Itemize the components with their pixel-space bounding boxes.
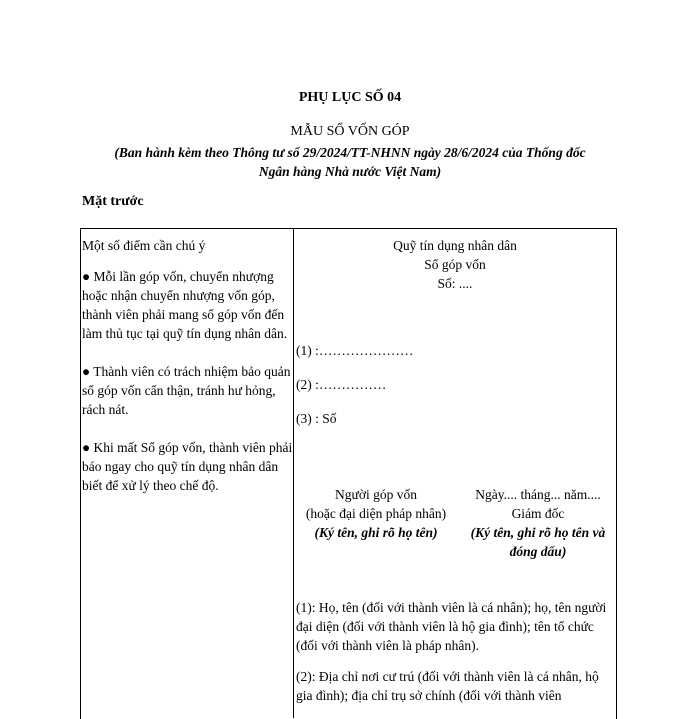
footnote-1: (1): Họ, tên (đối với thành viên là cá nhân); họ, tên người đại diện (đối với thành viên là hộ gia đình); tên tổ chức (đối với thành viên là pháp nhân).	[296, 600, 607, 653]
contributor-sign-note: (Ký tên, ghi rõ họ tên)	[314, 525, 438, 540]
issuance-note	[0, 143, 700, 181]
director-label: Giám đốc	[511, 506, 565, 521]
issuance-note-line1: (Ban hành kèm theo Thông tư số 29/2024/TT-NHNN ngày 28/6/2024 của Thống đốc	[114, 145, 586, 160]
issuance-note-line2: Ngân hàng Nhà nước Việt Nam)	[258, 164, 442, 179]
contributor-sublabel: (hoặc đại diện pháp nhân)	[305, 506, 447, 521]
field-3: (3) : Số	[296, 411, 337, 426]
org-name: Quỹ tín dụng nhân dân	[393, 238, 517, 253]
note-item: ● Thành viên có trách nhiệm bảo quản sổ góp vốn cẩn thận, tránh hư hỏng, rách nát.	[82, 364, 291, 417]
notes-column	[82, 236, 294, 505]
contributor-signature	[296, 485, 456, 542]
notes-heading: Một số điểm cần chú ý	[82, 238, 206, 253]
front-side-label: Mặt trước	[82, 194, 144, 209]
contributor-label: Người góp vốn	[335, 487, 417, 502]
note-item: ● Mỗi lần góp vốn, chuyển nhượng hoặc nhận chuyển nhượng vốn góp, thành viên phải mang sổ góp vốn đến làm thủ tục tại quỹ tín dụng nhân dân.	[82, 269, 288, 341]
director-sign-note-2: đóng dấu)	[509, 544, 567, 559]
book-number: Số: ....	[437, 276, 473, 291]
book-title: Sổ góp vốn	[424, 257, 486, 272]
form-subtitle: MẪU SỔ VỐN GÓP	[290, 124, 410, 139]
sign-date: Ngày.... tháng... năm....	[475, 487, 601, 502]
footnotes	[296, 598, 614, 717]
field-2: (2) :……………	[296, 377, 387, 392]
note-item: ● Khi mất Sổ góp vốn, thành viên phải báo ngay cho quỹ tín dụng nhân dân biết để xử lý theo chế độ.	[82, 440, 293, 493]
field-1: (1) :…………………	[296, 343, 414, 358]
director-sign-note: (Ký tên, ghi rõ họ tên và	[470, 525, 606, 540]
footnote-2: (2): Địa chỉ nơi cư trú (đối với thành viên là cá nhân, hộ gia đình); địa chỉ trụ sở chính (đối với thành viên	[296, 669, 599, 703]
director-signature	[462, 485, 614, 561]
appendix-title: PHỤ LỤC SỐ 04	[298, 90, 402, 105]
